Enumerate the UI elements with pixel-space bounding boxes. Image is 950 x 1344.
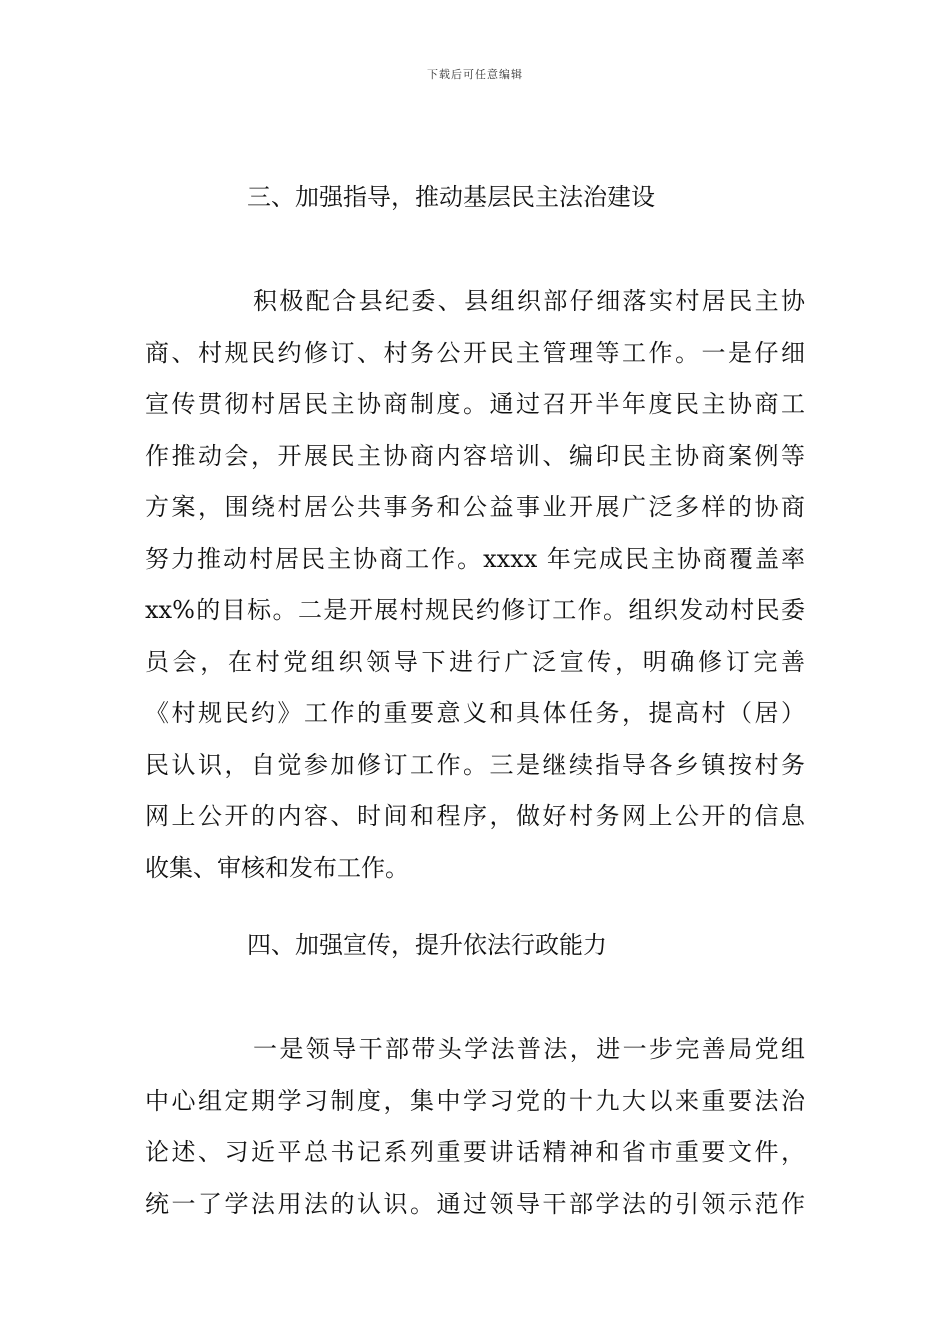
header-note: 下载后可任意编辑 — [427, 68, 523, 81]
paragraph-line: 方案，围绕村居公共事务和公益事业开展广泛多样的协商 — [145, 493, 805, 521]
paragraph-line: 一是领导干部带头学法普法，进一步完善局党组 — [253, 1035, 805, 1063]
paragraph-line: 宣传贯彻村居民主协商制度。通过召开半年度民主协商工 — [145, 390, 805, 418]
paragraph-line: 统一了学法用法的认识。通过领导干部学法的引领示范作 — [145, 1189, 805, 1218]
paragraph-line: 积极配合县纪委、县组织部仔细落实村居民主协 — [253, 287, 805, 315]
paragraph-line: 论述、习近平总书记系列重要讲话精神和省市重要文件， — [145, 1138, 805, 1166]
section-heading-4: 四、加强宣传，提升依法行政能力 — [247, 931, 607, 959]
section-paragraph-3 — [145, 276, 805, 894]
paragraph-line: 收集、审核和发布工作。 — [145, 853, 409, 882]
paragraph-line: 作推动会，开展民主协商内容培训、编印民主协商案例等 — [145, 441, 805, 470]
paragraph-line: 员会，在村党组织领导下进行广泛宣传，明确修订完善 — [145, 647, 805, 676]
paragraph-line: 商、村规民约修订、村务公开民主管理等工作。一是仔细 — [145, 338, 805, 367]
paragraph-line: xx%的目标。二是开展村规民约修订工作。组织发动村民委 — [145, 596, 805, 624]
paragraph-line: 网上公开的内容、时间和程序，做好村务网上公开的信息 — [145, 802, 805, 830]
paragraph-line: 中心组定期学习制度，集中学习党的十九大以来重要法治 — [145, 1086, 805, 1115]
paragraph-line: 《村规民约》工作的重要意义和具体任务，提高村（居） — [145, 699, 805, 727]
section-heading-3: 三、加强指导，推动基层民主法治建设 — [247, 183, 655, 211]
section-paragraph-4 — [145, 1024, 805, 1230]
paragraph-line: 努力推动村居民主协商工作。xxxx 年完成民主协商覆盖率 — [145, 544, 805, 573]
paragraph-line: 民认识，自觉参加修订工作。三是继续指导各乡镇按村务 — [145, 750, 805, 779]
